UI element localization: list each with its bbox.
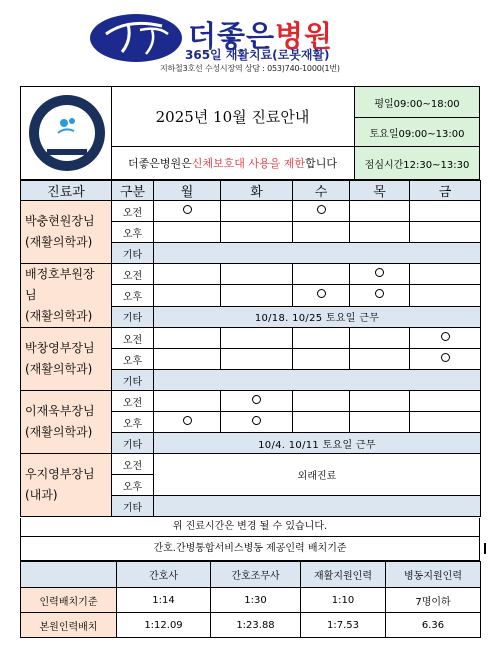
slot-cell — [221, 222, 293, 243]
staffing-corner — [21, 562, 117, 588]
slot-cell — [221, 328, 293, 349]
slot-cell — [154, 285, 221, 306]
change-notice: 위 진료시간은 변경 될 수 있습니다. — [20, 518, 480, 537]
hours-weekday: 평일09:00~18:00 — [355, 87, 479, 118]
col-header-tue: 화 — [221, 181, 293, 201]
notice-suffix: 합니다 — [305, 157, 337, 170]
etc-note: 10/18. 10/25 토요일 근무 — [154, 306, 481, 327]
notice-red-text: 신체보호대 사용을 제한 — [191, 157, 306, 170]
doctor-dept: (재활의학과) — [25, 309, 93, 323]
slot-cell — [293, 264, 350, 285]
schedule-header-row — [21, 181, 481, 201]
outpatient-note: 외래진료 — [154, 454, 481, 496]
slot-cell — [350, 349, 410, 370]
hours-saturday: 토요일09:00~13:00 — [355, 118, 479, 147]
staffing-header: 간호조무사 — [211, 562, 301, 588]
slot-cell — [221, 391, 293, 412]
available-marker-icon — [252, 395, 261, 404]
staffing-value: 6.36 — [386, 613, 481, 638]
slot-label: 오후 — [112, 475, 154, 496]
schedule-header-block — [20, 86, 480, 180]
table-row — [21, 588, 481, 613]
badge-cell — [21, 87, 112, 179]
slot-cell — [350, 222, 410, 243]
slot-cell — [410, 201, 481, 222]
staffing-value: 1:14 — [117, 588, 211, 613]
staffing-value: 1:7.53 — [301, 613, 386, 638]
table-row — [21, 391, 481, 412]
available-marker-icon — [183, 205, 192, 214]
etc-note: 10/4. 10/11 토요일 근무 — [154, 433, 481, 454]
slot-cell — [410, 412, 481, 433]
staffing-header-row — [21, 562, 481, 588]
staffing-table — [20, 561, 481, 638]
slot-cell — [410, 285, 481, 306]
hospital-name-part2: 병원 — [275, 19, 334, 53]
available-marker-icon — [317, 205, 326, 214]
slot-cell — [221, 201, 293, 222]
doctor-name: 박창영부장님 — [25, 341, 95, 355]
slot-cell — [293, 222, 350, 243]
slot-cell — [350, 285, 410, 306]
doctor-dept: (내과) — [25, 488, 58, 502]
table-row — [21, 613, 481, 638]
doctor-cell — [21, 264, 112, 328]
table-row — [21, 454, 481, 475]
slot-cell — [410, 222, 481, 243]
slot-label: 오후 — [112, 285, 154, 306]
slot-cell — [154, 391, 221, 412]
staffing-value: 1:10 — [301, 588, 386, 613]
slot-cell — [154, 412, 221, 433]
slot-cell — [350, 412, 410, 433]
hospital-header — [0, 0, 501, 86]
staffing-header: 병동지원인력 — [386, 562, 481, 588]
staffing-value: 1:23.88 — [211, 613, 301, 638]
col-header-fri: 금 — [410, 181, 481, 201]
hospital-contact: 지하철3호선 수성시장역 상담 : 053)740-1000(1번) — [160, 64, 340, 73]
slot-label: 오전 — [112, 391, 154, 412]
slot-cell — [154, 264, 221, 285]
etc-note — [154, 370, 481, 391]
text-cursor-mark — [484, 543, 486, 554]
doctor-name: 배정호부원장 — [25, 267, 95, 281]
available-marker-icon — [441, 353, 450, 362]
restraint-notice — [111, 147, 355, 179]
staffing-value: 1:30 — [211, 588, 301, 613]
doctor-name: 이재욱부장님 — [25, 404, 95, 418]
slot-cell — [154, 201, 221, 222]
slot-cell — [221, 412, 293, 433]
staffing-title: 간호.간병통합서비스병동 제공인력 배치기준 — [20, 537, 480, 561]
available-marker-icon — [375, 289, 384, 298]
slot-cell — [293, 391, 350, 412]
slot-label: 기타 — [112, 496, 154, 517]
available-marker-icon — [441, 332, 450, 341]
slot-cell — [350, 264, 410, 285]
hours-lunch: 점심시간12:30~13:30 — [355, 147, 479, 179]
slot-cell — [410, 349, 481, 370]
slot-cell — [154, 222, 221, 243]
staffing-value: 1:12.09 — [117, 613, 211, 638]
slot-cell — [221, 349, 293, 370]
available-marker-icon — [252, 416, 261, 425]
doctor-dept: (재활의학과) — [25, 425, 93, 439]
schedule-table — [20, 180, 481, 517]
doctor-cell — [21, 328, 112, 391]
rehab-institution-badge-icon — [27, 93, 107, 173]
slot-cell — [293, 328, 350, 349]
slot-cell — [293, 285, 350, 306]
col-header-dept: 진료과 — [21, 181, 112, 201]
doctor-name-cont: 님 — [25, 288, 37, 302]
slot-label: 오전 — [112, 328, 154, 349]
etc-note — [154, 243, 481, 264]
slot-cell — [293, 201, 350, 222]
etc-note — [154, 496, 481, 517]
doctor-dept: (재활의학과) — [25, 362, 93, 376]
slot-label: 기타 — [112, 370, 154, 391]
hospital-tagline: 365일 재활치료(로봇재활) — [185, 48, 330, 62]
doctor-name: 박충현원장님 — [25, 214, 95, 228]
slot-cell — [410, 328, 481, 349]
table-row — [21, 264, 481, 285]
slot-cell — [221, 264, 293, 285]
staffing-header: 간호사 — [117, 562, 211, 588]
hospital-name-part1: 더좋은 — [188, 19, 276, 53]
slot-cell — [410, 391, 481, 412]
slot-label: 기타 — [112, 243, 154, 264]
doctor-dept: (재활의학과) — [25, 235, 93, 249]
doctor-cell — [21, 454, 112, 517]
slot-cell — [221, 285, 293, 306]
slot-cell — [350, 328, 410, 349]
schedule-title: 2025년 10월 진료안내 — [111, 87, 355, 147]
slot-label: 오전 — [112, 454, 154, 475]
available-marker-icon — [375, 268, 384, 277]
doctor-cell — [21, 201, 112, 264]
slot-label: 오전 — [112, 264, 154, 285]
available-marker-icon — [317, 289, 326, 298]
slot-label: 오후 — [112, 412, 154, 433]
staffing-row-label: 본원인력배치 — [21, 613, 117, 638]
slot-cell — [410, 264, 481, 285]
staffing-header: 재활지원인력 — [301, 562, 386, 588]
slot-label: 오전 — [112, 201, 154, 222]
slot-cell — [293, 349, 350, 370]
staffing-value: 7명이하 — [386, 588, 481, 613]
hospital-logo — [88, 12, 184, 64]
col-header-mon: 월 — [154, 181, 221, 201]
slot-cell — [350, 391, 410, 412]
doctor-name: 우지영부장님 — [25, 467, 95, 481]
available-marker-icon — [183, 416, 192, 425]
slot-label: 기타 — [112, 433, 154, 454]
slot-label: 기타 — [112, 306, 154, 327]
staffing-row-label: 인력배치기준 — [21, 588, 117, 613]
slot-cell — [350, 201, 410, 222]
doctor-cell — [21, 391, 112, 454]
col-header-wed: 수 — [293, 181, 350, 201]
slot-cell — [293, 412, 350, 433]
table-row — [21, 328, 481, 349]
slot-label: 오후 — [112, 349, 154, 370]
col-header-thu: 목 — [350, 181, 410, 201]
slot-cell — [154, 349, 221, 370]
col-header-slot: 구분 — [112, 181, 154, 201]
notice-prefix: 더좋은병원은 — [128, 157, 192, 170]
slot-label: 오후 — [112, 222, 154, 243]
table-row — [21, 201, 481, 222]
slot-cell — [154, 328, 221, 349]
